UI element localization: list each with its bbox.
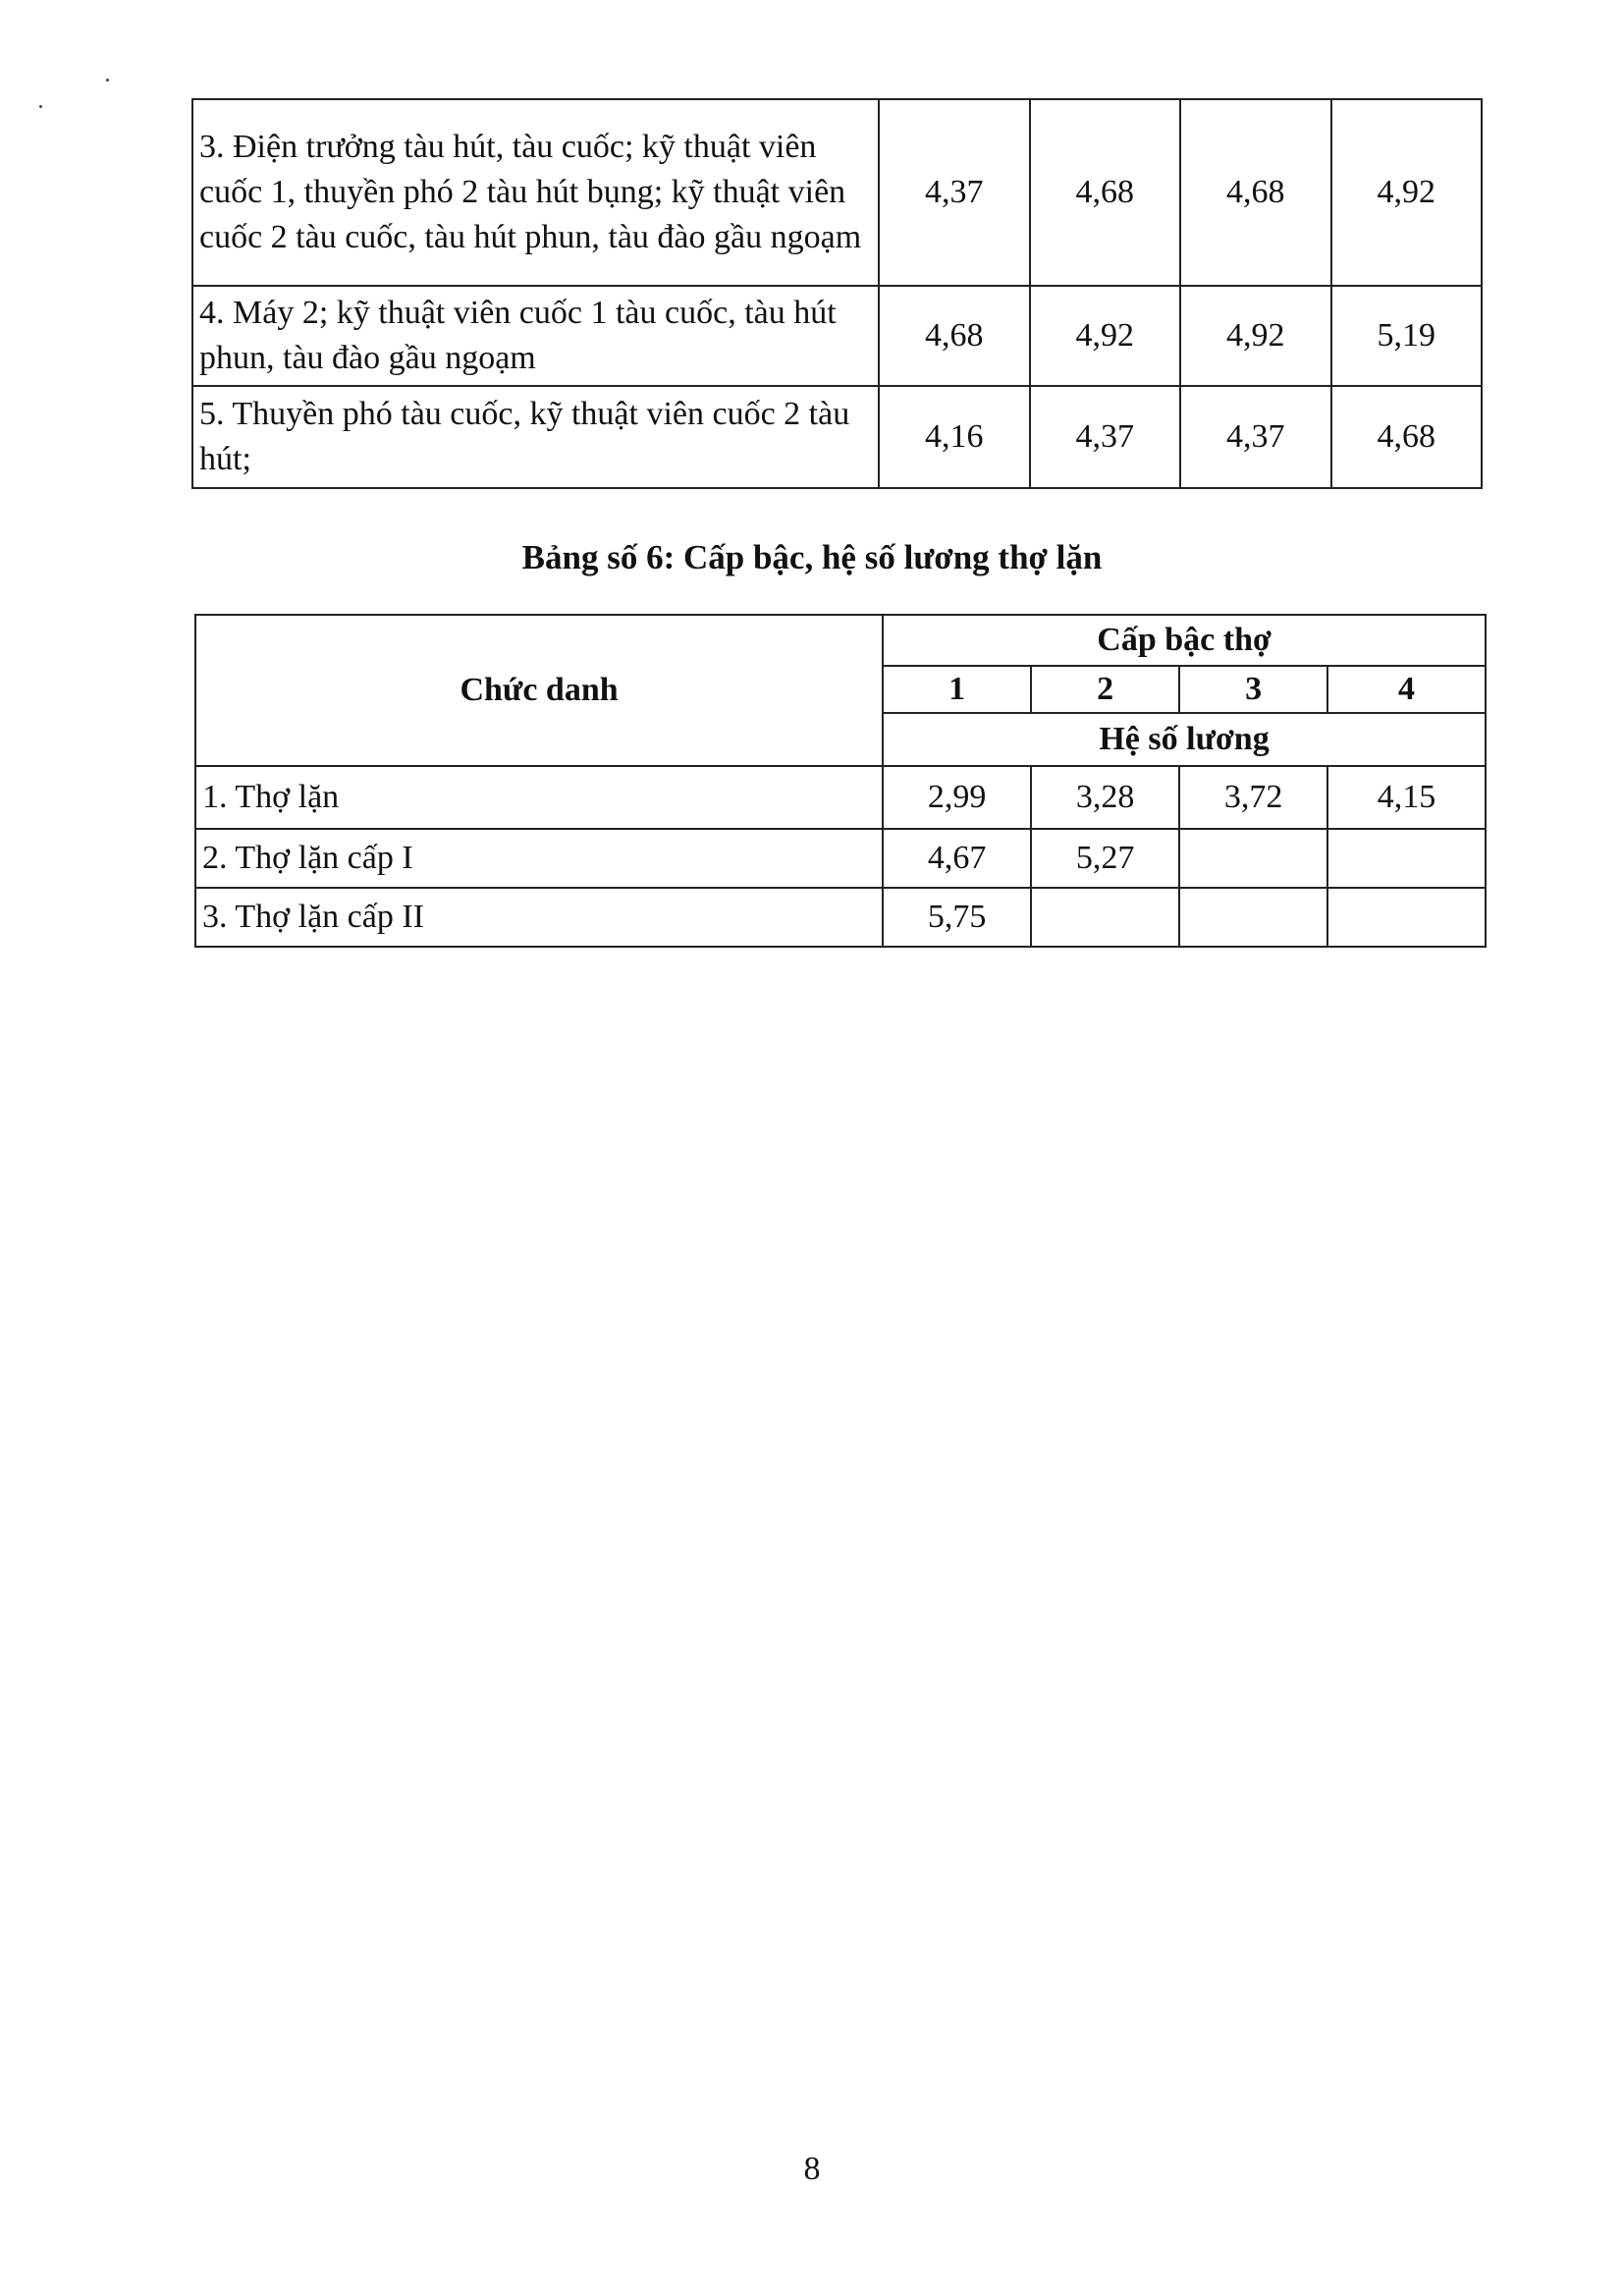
coef-cell: 4,37 — [879, 99, 1030, 286]
coef-cell: 4,15 — [1327, 766, 1486, 829]
salary-table-5-continued — [191, 98, 1483, 489]
coef-cell — [1031, 888, 1179, 947]
grade-number: 1 — [883, 666, 1031, 713]
table-row — [192, 286, 1482, 386]
coef-cell — [1179, 888, 1327, 947]
position-cell: 2. Thợ lặn cấp I — [195, 829, 883, 888]
table-row — [192, 386, 1482, 488]
position-cell: 3. Điện trưởng tàu hút, tàu cuốc; kỹ thuật viên cuốc 1, thuyền phó 2 tàu hút bụng; kỹ thuật viên cuốc 2 tàu cuốc, tàu hút phun, tàu đào gầu ngoạm — [192, 99, 879, 286]
coef-cell: 4,68 — [1030, 99, 1181, 286]
coef-cell: 5,75 — [883, 888, 1031, 947]
salary-table-6 — [194, 614, 1487, 948]
position-cell: 1. Thợ lặn — [195, 766, 883, 829]
position-cell: 3. Thợ lặn cấp II — [195, 888, 883, 947]
grade-number: 2 — [1031, 666, 1179, 713]
coef-cell: 4,16 — [879, 386, 1030, 488]
page-number: 8 — [803, 2151, 821, 2187]
scan-speck — [39, 105, 42, 108]
table-6-title: Bảng số 6: Cấp bậc, hệ số lương thợ lặn — [521, 538, 1103, 576]
coef-cell: 4,68 — [879, 286, 1030, 386]
coef-cell: 2,99 — [883, 766, 1031, 829]
coef-cell: 5,19 — [1331, 286, 1483, 386]
coef-cell — [1179, 829, 1327, 888]
coef-cell: 4,37 — [1180, 386, 1331, 488]
coef-cell: 5,27 — [1031, 829, 1179, 888]
coef-cell: 4,92 — [1030, 286, 1181, 386]
table-row — [195, 766, 1486, 829]
table-row — [192, 99, 1482, 286]
coef-cell: 3,28 — [1031, 766, 1179, 829]
coef-cell: 4,92 — [1180, 286, 1331, 386]
coef-cell: 4,37 — [1030, 386, 1181, 488]
coef-cell: 4,68 — [1180, 99, 1331, 286]
coef-cell: 3,72 — [1179, 766, 1327, 829]
table-row — [195, 829, 1486, 888]
header-coef: Hệ số lương — [883, 713, 1486, 766]
coef-cell: 4,67 — [883, 829, 1031, 888]
position-cell: 4. Máy 2; kỹ thuật viên cuốc 1 tàu cuốc, tàu hút phun, tàu đào gầu ngoạm — [192, 286, 879, 386]
table-row — [195, 888, 1486, 947]
grade-number: 3 — [1179, 666, 1327, 713]
coef-cell — [1327, 888, 1486, 947]
header-position: Chức danh — [195, 615, 883, 766]
scan-speck — [106, 79, 109, 82]
header-grade: Cấp bậc thợ — [883, 615, 1486, 666]
coef-cell — [1327, 829, 1486, 888]
header-row — [195, 615, 1486, 666]
position-cell: 5. Thuyền phó tàu cuốc, kỹ thuật viên cuốc 2 tàu hút; — [192, 386, 879, 488]
coef-cell: 4,92 — [1331, 99, 1483, 286]
coef-cell: 4,68 — [1331, 386, 1483, 488]
grade-number: 4 — [1327, 666, 1486, 713]
